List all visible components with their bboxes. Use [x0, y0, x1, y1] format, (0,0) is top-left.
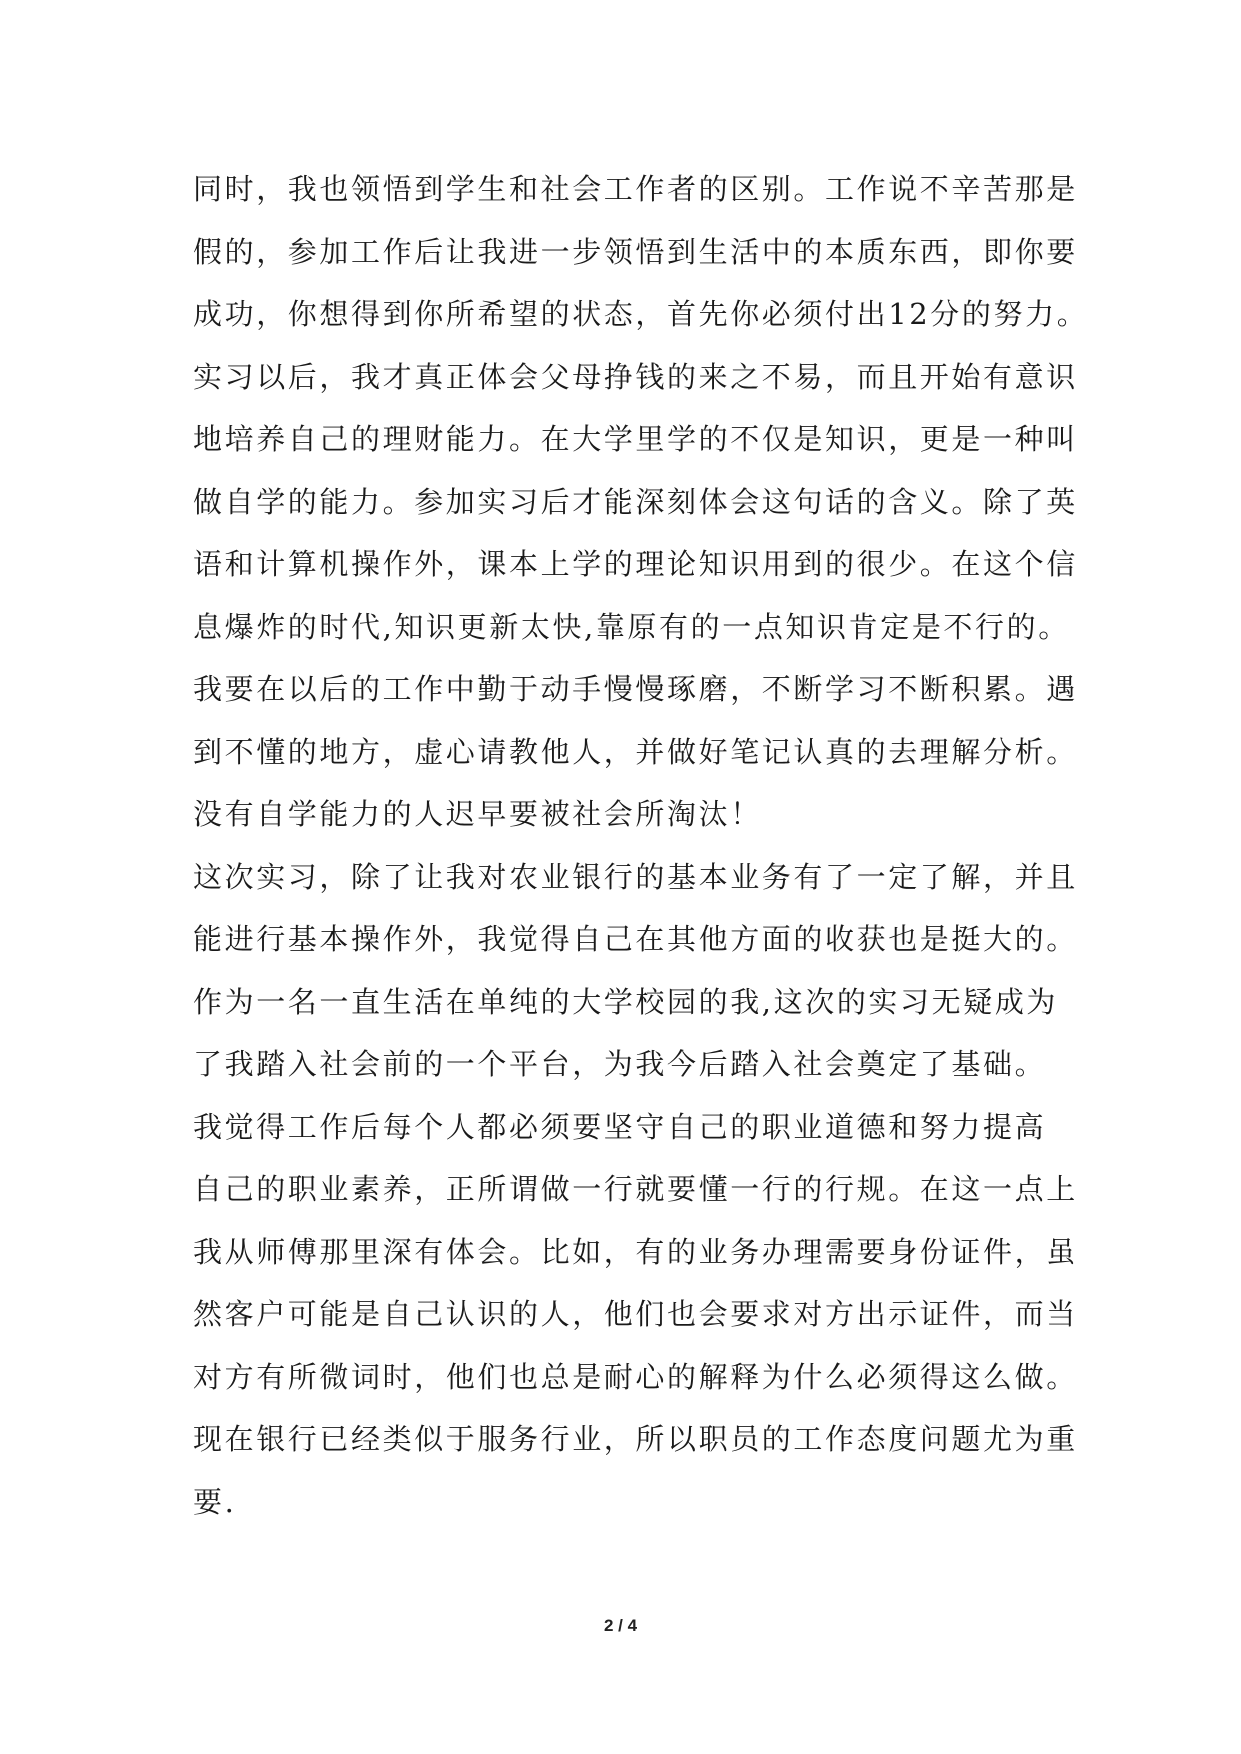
page-number: 2 / 4	[603, 1616, 638, 1635]
text-line: 要.	[193, 1484, 237, 1519]
text-line: 能进行基本操作外，我觉得自己在其他方面的收获也是挺大的。	[193, 922, 1078, 956]
text-line: 然客户可能是自己认识的人，他们也会要求对方出示证件，而当	[193, 1297, 1078, 1331]
text-line: 对方有所微词时，他们也总是耐心的解释为什么必须得这么做。	[193, 1359, 1078, 1394]
text-line: 假的，参加工作后让我进一步领悟到生活中的本质东西，即你要	[193, 234, 1078, 269]
text-line: 语和计算机操作外，课本上学的理论知识用到的很少。在这个信	[193, 547, 1078, 581]
text-line: 地培养自己的理财能力。在大学里学的不仅是知识，更是一种叫	[193, 422, 1078, 456]
text-line: 没有自学能力的人迟早要被社会所淘汰！	[193, 797, 762, 831]
text-line: 这次实习，除了让我对农业银行的基本业务有了一定了解，并且	[193, 859, 1078, 894]
text-line: 作为一名一直生活在单纯的大学校园的我,这次的实习无疑成为	[193, 984, 1059, 1019]
text-line: 自己的职业素养，正所谓做一行就要懂一行的行规。在这一点上	[193, 1172, 1078, 1206]
text-line: 我觉得工作后每个人都必须要坚守自己的职业道德和努力提高	[193, 1109, 1047, 1144]
text-line: 了我踏入社会前的一个平台，为我今后踏入社会奠定了基础。	[193, 1047, 1047, 1081]
text-line: 息爆炸的时代,知识更新太快,靠原有的一点知识肯定是不行的。	[193, 609, 1070, 644]
text-line: 同时，我也领悟到学生和社会工作者的区别。工作说不辛苦那是	[193, 172, 1078, 206]
text-line: 我要在以后的工作中勤于动手慢慢琢磨，不断学习不断积累。遇	[193, 672, 1078, 706]
text-line: 我从师傅那里深有体会。比如，有的业务办理需要身份证件，虽	[193, 1234, 1078, 1269]
text-line: 现在银行已经类似于服务行业，所以职员的工作态度问题尤为重	[193, 1422, 1078, 1456]
text-line: 到不懂的地方，虚心请教他人，并做好笔记认真的去理解分析。	[193, 734, 1078, 769]
text-line: 做自学的能力。参加实习后才能深刻体会这句话的含义。除了英	[193, 484, 1078, 519]
body-text	[193, 158, 1089, 1533]
text-line: 实习以后，我才真正体会父母挣钱的来之不易，而且开始有意识	[193, 359, 1078, 394]
text-line: 成功，你想得到你所希望的状态，首先你必须付出12分的努力。	[193, 297, 1089, 331]
